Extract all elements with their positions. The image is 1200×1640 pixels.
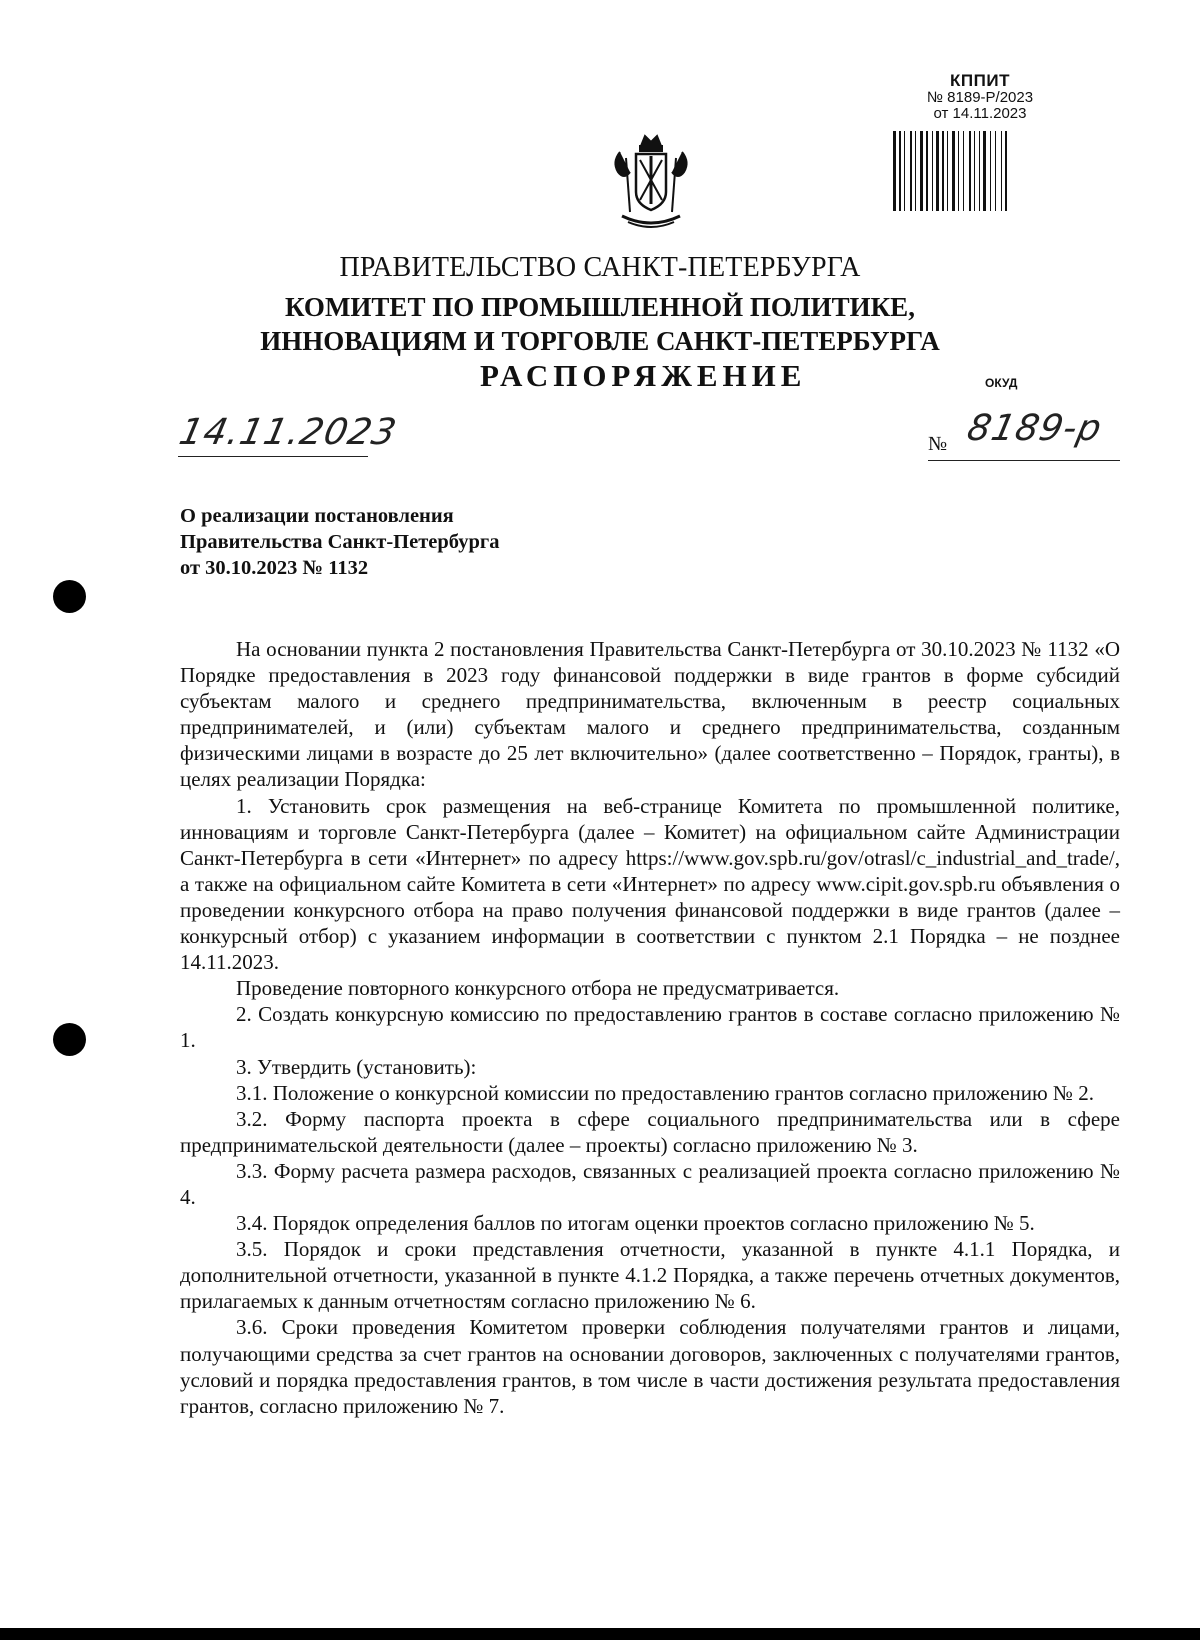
barcode-bar bbox=[932, 131, 933, 211]
barcode-bar bbox=[1001, 131, 1002, 211]
date-underline bbox=[178, 456, 368, 457]
handwritten-number: 8189-р bbox=[963, 408, 1106, 449]
scan-edge bbox=[0, 1628, 1200, 1640]
barcode-bar bbox=[990, 131, 991, 211]
subject-line1: О реализации постановления bbox=[180, 505, 454, 527]
document-type: РАСПОРЯЖЕНИЕ bbox=[480, 358, 807, 393]
paragraph: 2. Создать конкурсную комиссию по предоставлению грантов в составе согласно приложению № 1. bbox=[180, 1002, 1120, 1053]
okud-label: ОКУД bbox=[985, 376, 1018, 390]
stamp-date: от 14.11.2023 bbox=[933, 105, 1027, 122]
barcode-bar bbox=[947, 131, 948, 211]
registration-stamp bbox=[910, 72, 1050, 122]
barcode-bar bbox=[942, 131, 944, 211]
barcode-bar bbox=[910, 131, 912, 211]
barcode-icon bbox=[891, 131, 1053, 211]
stamp-number: № 8189-Р/2023 bbox=[926, 89, 1034, 106]
paragraph: На основании пункта 2 постановления Правительства Санкт-Петербурга от 30.10.2023 № 1132 «О Порядке предоставления в 2023 году финансовой поддержки в виде грантов в форме субсидий субъектам малого и среднего предпринимательства, включенным в реестр социальных предпринимателей, и (или) субъектам малого и среднего предпринимательства, созданным физическими лицами в возрасте до 25 лет включительно» (далее соответственно – Порядок, гранты), в целях реализации Порядка: bbox=[180, 637, 1120, 792]
committee-title-line1: КОМИТЕТ ПО ПРОМЫШЛЕННОЙ ПОЛИТИКЕ, bbox=[285, 292, 915, 322]
barcode-bar bbox=[963, 131, 964, 211]
punch-hole bbox=[53, 580, 86, 613]
number-underline bbox=[928, 460, 1120, 461]
paragraph: 3. Утвердить (установить): bbox=[236, 1054, 477, 1079]
barcode-bar bbox=[969, 131, 971, 211]
paragraph: 3.2. Форму паспорта проекта в сфере социального предпринимательства или в сфере предпринимательской деятельности (далее – проекты) согласно приложению № 3. bbox=[180, 1106, 1120, 1157]
barcode-bar bbox=[979, 131, 980, 211]
document-body bbox=[180, 636, 1120, 1419]
punch-hole bbox=[53, 1023, 86, 1056]
paragraph: 3.1. Положение о конкурсной комиссии по предоставлению грантов согласно приложению № 2. bbox=[236, 1080, 1094, 1105]
number-sign: № bbox=[928, 433, 948, 455]
barcode-bar bbox=[983, 131, 986, 211]
paragraph: 3.5. Порядок и сроки представления отчетности, указанной в пункте 4.1.1 Порядка, и дополнительной отчетности, указанной в пункте 4.1.2 Порядка, а также перечень отчетных документов, прилагаемых к данным отчетностям согласно приложению № 6. bbox=[180, 1237, 1120, 1314]
barcode-bar bbox=[1005, 131, 1007, 211]
barcode-bar bbox=[952, 131, 955, 211]
paragraph: 3.4. Порядок определения баллов по итогам оценки проектов согласно приложению № 5. bbox=[236, 1211, 1035, 1236]
barcode-bar bbox=[995, 131, 996, 211]
subject-line3: от 30.10.2023 № 1132 bbox=[180, 557, 369, 579]
barcode-bar bbox=[926, 131, 928, 211]
barcode-bar bbox=[920, 131, 923, 211]
paragraph: 1. Установить срок размещения на веб-странице Комитета по промышленной политике, инновациям и торговле Санкт-Петербурга (далее – Комитет) на официальном сайте Администрации Санкт-Петербурга в сети «Интернет» по адресу https://www.gov.spb.ru/gov/otrasl/c_industrial_and_trade/, а также на официальном сайте Комитета в сети «Интернет» по адресу www.cipit.gov.spb.ru объявления о проведении конкурсного отбора на право получения финансовой поддержки в виде грантов (далее – конкурсный отбор) с указанием информации в соответствии с пунктом 2.1 Порядка – не позднее 14.11.2023. bbox=[180, 793, 1120, 975]
subject-line2: Правительства Санкт-Петербурга bbox=[180, 531, 500, 553]
government-title: ПРАВИТЕЛЬСТВО САНКТ-ПЕТЕРБУРГА bbox=[339, 252, 861, 283]
paragraph: Проведение повторного конкурсного отбора не предусматривается. bbox=[236, 976, 840, 1001]
barcode-bar bbox=[899, 131, 901, 211]
barcode-bar bbox=[904, 131, 905, 211]
paragraph: 3.3. Форму расчета размера расходов, связанных с реализацией проекта согласно приложению № 4. bbox=[180, 1158, 1120, 1209]
barcode-bar bbox=[974, 131, 975, 211]
barcode-bar bbox=[893, 131, 896, 211]
document-subject bbox=[180, 503, 499, 581]
stamp-org: КППИТ bbox=[950, 71, 1010, 90]
committee-title-line2: ИННОВАЦИЯМ И ТОРГОВЛЕ САНКТ-ПЕТЕРБУРГА bbox=[260, 326, 940, 356]
paragraph: 3.6. Сроки проведения Комитетом проверки соблюдения получателями грантов и лицами, получающими средства за счет грантов на основании договоров, заключенных с получателями грантов, условий и порядка предоставления грантов, в том числе в части достижения результата предоставления грантов, согласно приложению № 7. bbox=[180, 1315, 1120, 1418]
barcode-bar bbox=[958, 131, 959, 211]
spb-coat-of-arms-icon bbox=[608, 132, 694, 232]
barcode-bar bbox=[915, 131, 916, 211]
barcode-bar bbox=[936, 131, 939, 211]
handwritten-date: 14.11.2023 bbox=[175, 412, 401, 453]
